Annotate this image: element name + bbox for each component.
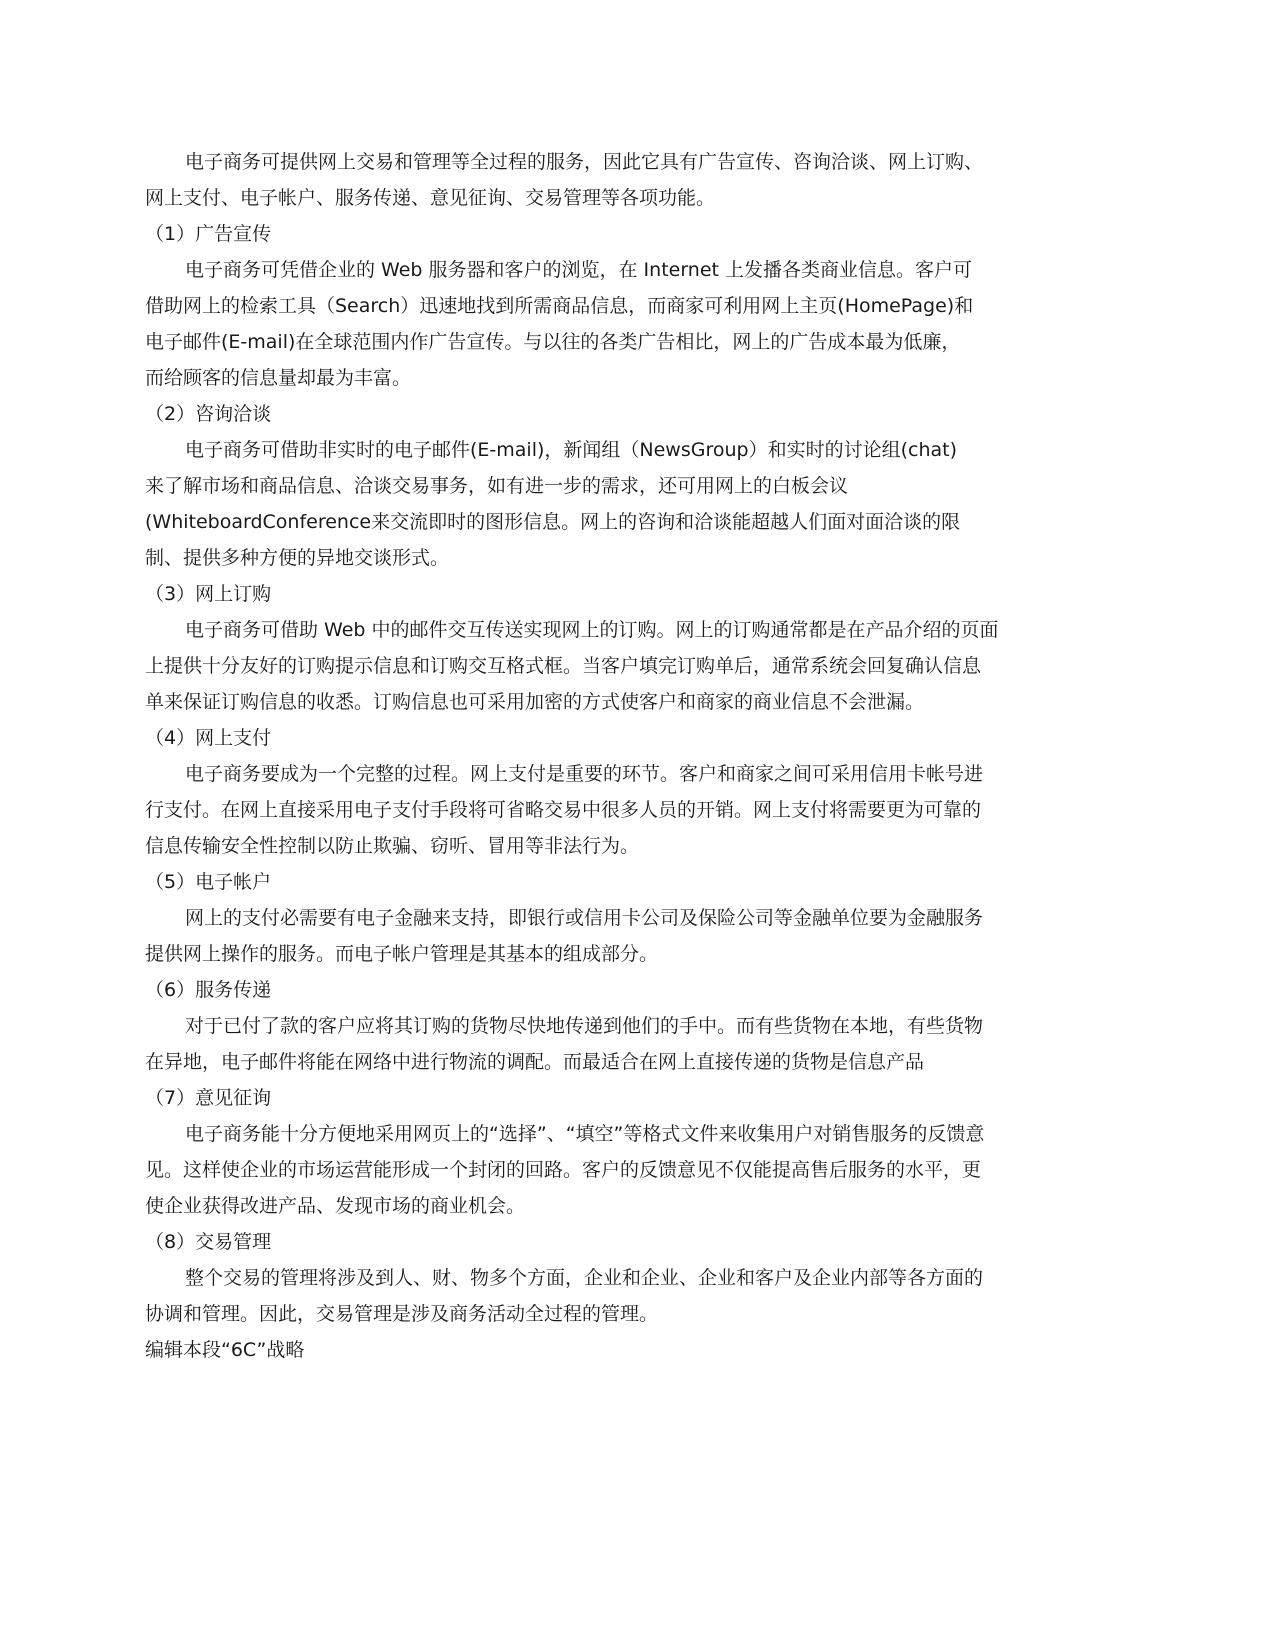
section-heading: （6）服务传递 — [145, 979, 272, 1001]
text-line: 电子商务可借助 Web 中的邮件交互传送实现网上的订购。网上的订购通常都是在产品介绍的页面 — [185, 619, 999, 641]
section-heading: （4）网上支付 — [145, 727, 272, 749]
text-line: 编辑本段“6C”战略 — [145, 1339, 305, 1361]
text-line: 单来保证订购信息的收悉。订购信息也可采用加密的方式使客户和商家的商业信息不会泄漏。 — [145, 691, 925, 713]
text-line: 电子商务可提供网上交易和管理等全过程的服务，因此它具有广告宣传、咨询洽谈、网上订购、 — [185, 151, 984, 173]
text-line: 上提供十分友好的订购提示信息和订购交互格式框。当客户填完订购单后，通常系统会回复确认信息 — [145, 655, 982, 677]
text-line: 电子商务可凭借企业的 Web 服务器和客户的浏览，在 Internet 上发播各类商业信息。客户可 — [185, 259, 973, 281]
text-line: 网上支付、电子帐户、服务传递、意见征询、交易管理等各项功能。 — [145, 187, 716, 209]
section-heading: （5）电子帐户 — [145, 871, 272, 893]
section-heading: （2）咨询洽谈 — [145, 403, 272, 425]
text-line: 提供网上操作的服务。而电子帐户管理是其基本的组成部分。 — [145, 943, 659, 965]
section-heading: （8）交易管理 — [145, 1231, 272, 1253]
text-line: 制、提供多种方便的异地交谈形式。 — [145, 547, 450, 569]
text-line: 使企业获得改进产品、发现市场的商业机会。 — [145, 1195, 526, 1217]
text-line: 见。这样使企业的市场运营能形成一个封闭的回路。客户的反馈意见不仅能提高售后服务的水平，更 — [145, 1159, 982, 1181]
text-line: 借助网上的检索工具（Search）迅速地找到所需商品信息，而商家可利用网上主页(HomePage)和 — [145, 295, 974, 317]
section-heading: （7）意见征询 — [145, 1087, 272, 1109]
text-line: 整个交易的管理将涉及到人、财、物多个方面，企业和企业、企业和客户及企业内部等各方面的 — [185, 1267, 984, 1289]
text-line: 协调和管理。因此，交易管理是涉及商务活动全过程的管理。 — [145, 1303, 659, 1325]
text-line: 电子商务能十分方便地采用网页上的“选择”、“填空”等格式文件来收集用户对销售服务的反馈意 — [185, 1123, 985, 1145]
text-line: 电子商务可借助非实时的电子邮件(E-mail)，新闻组（NewsGroup）和实时的讨论组(chat) — [185, 439, 957, 461]
text-line: 而给顾客的信息量却最为丰富。 — [145, 367, 412, 389]
text-line: 电子邮件(E-mail)在全球范围内作广告宣传。与以往的各类广告相比，网上的广告成本最为低廉， — [145, 331, 961, 353]
text-line: 在异地，电子邮件将能在网络中进行物流的调配。而最适合在网上直接传递的货物是信息产品 — [145, 1051, 925, 1073]
text-line: 网上的支付必需要有电子金融来支持，即银行或信用卡公司及保险公司等金融单位要为金融服务 — [185, 907, 984, 929]
text-line: (WhiteboardConference来交流即时的图形信息。网上的咨询和洽谈能超越人们面对面洽谈的限 — [145, 511, 961, 533]
section-heading: （1）广告宣传 — [145, 223, 272, 245]
document-body — [145, 144, 1065, 1368]
text-line: 电子商务要成为一个完整的过程。网上支付是重要的环节。客户和商家之间可采用信用卡帐号进 — [185, 763, 984, 785]
section-heading: （3）网上订购 — [145, 583, 272, 605]
text-line: 信息传输安全性控制以防止欺骗、窃听、冒用等非法行为。 — [145, 835, 640, 857]
text-line: 来了解市场和商品信息、洽谈交易事务，如有进一步的需求，还可用网上的白板会议 — [145, 475, 849, 497]
text-line: 对于已付了款的客户应将其订购的货物尽快地传递到他们的手中。而有些货物在本地，有些货物 — [185, 1015, 984, 1037]
text-line: 行支付。在网上直接采用电子支付手段将可省略交易中很多人员的开销。网上支付将需要更为可靠的 — [145, 799, 982, 821]
